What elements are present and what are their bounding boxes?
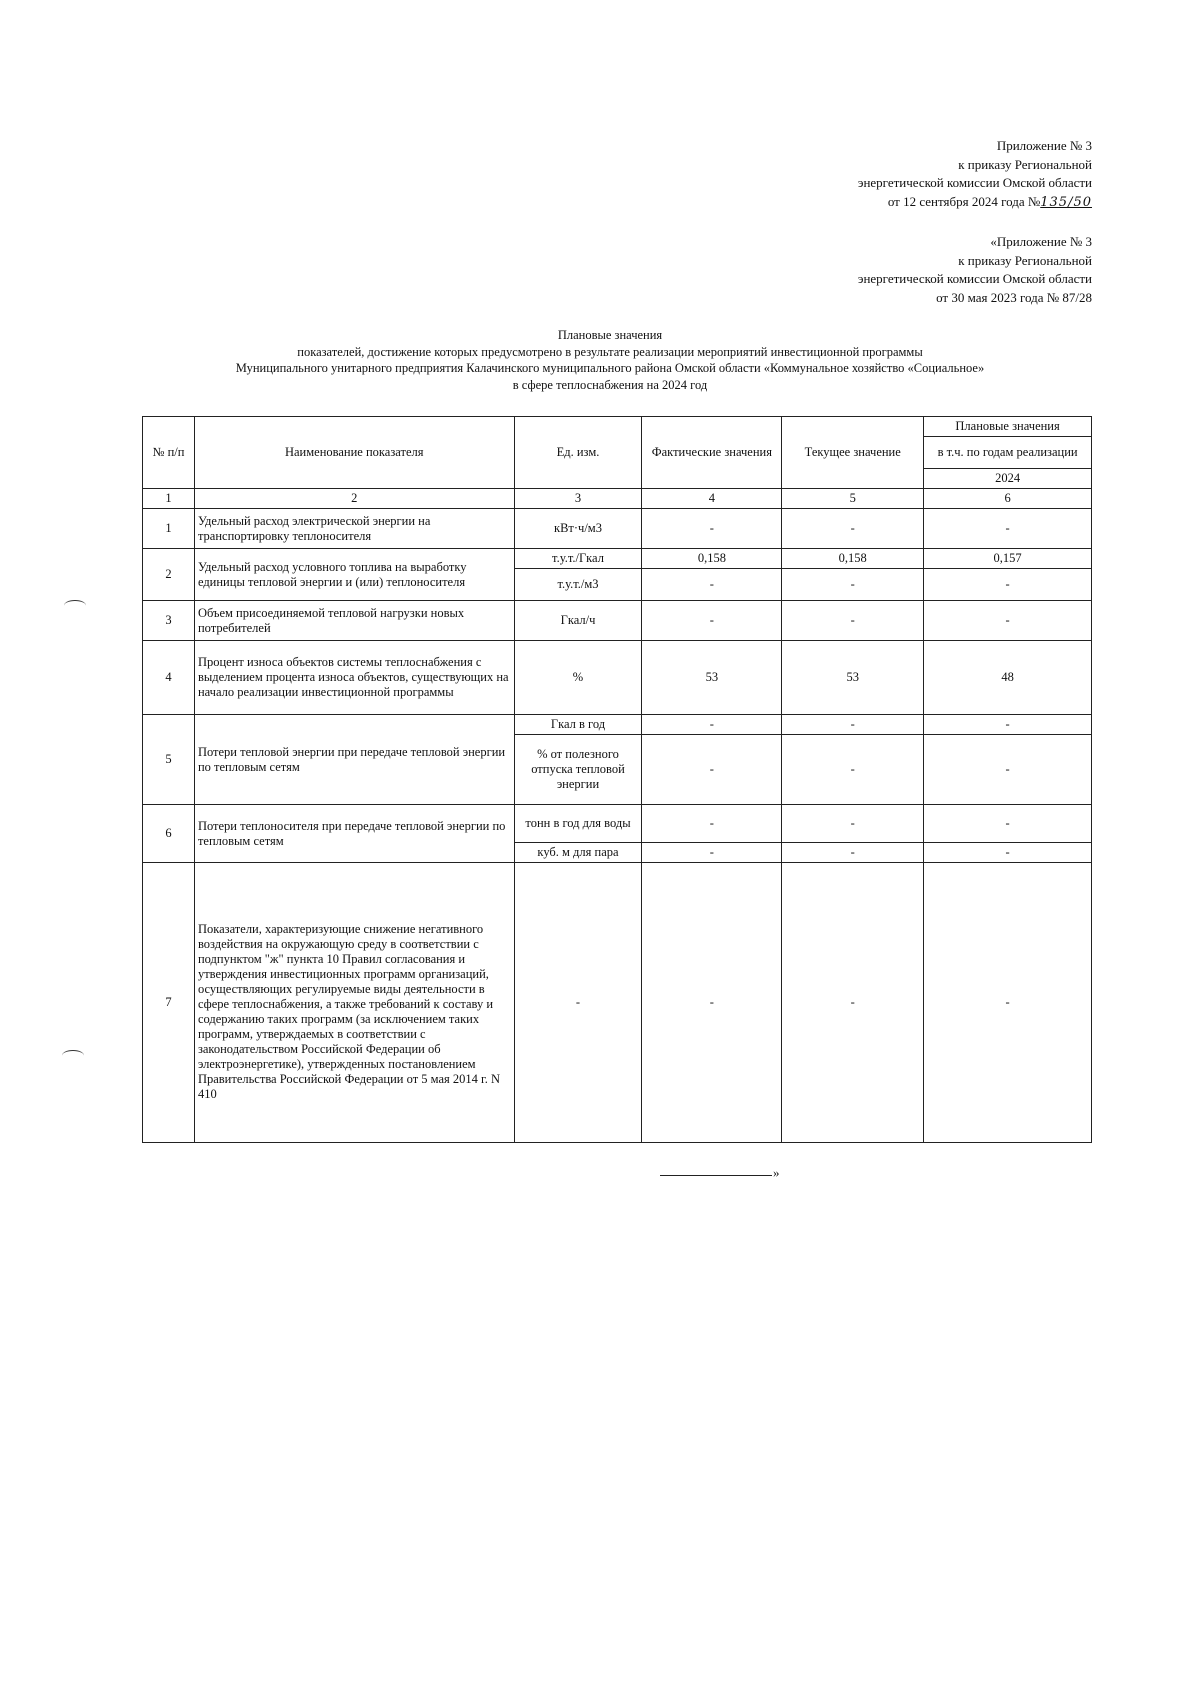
row-num: 1: [143, 509, 195, 549]
row-current: -: [782, 805, 924, 843]
closing-quote: »: [773, 1165, 780, 1180]
table-row: [143, 641, 1092, 715]
header-planned: Плановые значения: [924, 417, 1092, 437]
row-unit: Гкал/ч: [514, 601, 642, 641]
table-row: [143, 549, 1092, 569]
row-current: -: [782, 715, 924, 735]
indicators-table: [142, 416, 1092, 1143]
appendix-current-block: [858, 137, 1092, 212]
row-current: -: [782, 735, 924, 805]
row-plan: -: [924, 843, 1092, 863]
appendix-current-line2: к приказу Региональной: [958, 156, 1092, 172]
row-plan: -: [924, 569, 1092, 601]
header-year: 2024: [924, 469, 1092, 489]
row-unit: кВт·ч/м3: [514, 509, 642, 549]
row-unit: Гкал в год: [514, 715, 642, 735]
col-number: 6: [924, 489, 1092, 509]
row-current: -: [782, 843, 924, 863]
row-plan: -: [924, 863, 1092, 1143]
row-num: 5: [143, 715, 195, 805]
row-name: Потери теплоносителя при передаче тепловой энергии по тепловым сетям: [194, 805, 514, 863]
row-unit: % от полезного отпуска тепловой энергии: [514, 735, 642, 805]
row-current: -: [782, 509, 924, 549]
row-current: -: [782, 601, 924, 641]
row-actual: -: [642, 509, 782, 549]
appendix-previous-block: [858, 233, 1092, 307]
row-plan: -: [924, 601, 1092, 641]
table-row: [143, 715, 1092, 735]
row-plan: -: [924, 509, 1092, 549]
row-name: Объем присоединяемой тепловой нагрузки новых потребителей: [194, 601, 514, 641]
appendix-previous-line4: от 30 мая 2023 года № 87/28: [936, 289, 1092, 305]
punch-hole-mark: [62, 1050, 84, 1061]
row-name: Потери тепловой энергии при передаче тепловой энергии по тепловым сетям: [194, 715, 514, 805]
closing-line: [660, 1175, 772, 1176]
title-line4: в сфере теплоснабжения на 2024 год: [512, 377, 708, 392]
table-row: [143, 805, 1092, 843]
row-actual: -: [642, 863, 782, 1143]
title-line3: Муниципального унитарного предприятия Калачинского муниципального района Омской области «Коммунальное хозяйство «Социальное»: [235, 361, 985, 375]
header-num: № п/п: [143, 417, 195, 489]
appendix-current-line1: Приложение № 3: [996, 138, 1092, 153]
title-line1: Плановые значения: [557, 328, 663, 342]
appendix-current-date: от 12 сентября 2024 года №: [887, 193, 1041, 209]
appendix-current-line4: [858, 193, 1092, 213]
row-num: 7: [143, 863, 195, 1143]
row-current: -: [782, 569, 924, 601]
row-plan: -: [924, 735, 1092, 805]
row-actual: -: [642, 569, 782, 601]
row-unit: -: [514, 863, 642, 1143]
col-number: 1: [143, 489, 195, 509]
row-unit: т.у.т./Гкал: [514, 549, 642, 569]
row-name: Удельный расход электрической энергии на транспортировку теплоносителя: [194, 509, 514, 549]
row-unit: т.у.т./м3: [514, 569, 642, 601]
appendix-previous-line1: «Приложение № 3: [990, 234, 1092, 249]
appendix-previous-line2: к приказу Региональной: [958, 252, 1092, 268]
row-plan: 0,157: [924, 549, 1092, 569]
row-plan: -: [924, 715, 1092, 735]
row-name: Удельный расход условного топлива на выработку единицы тепловой энергии и (или) теплоносителя: [194, 549, 514, 601]
row-plan: 48: [924, 641, 1092, 715]
row-actual: -: [642, 843, 782, 863]
appendix-current-line3: энергетической комиссии Омской области: [857, 175, 1092, 190]
col-number: 3: [514, 489, 642, 509]
header-unit: Ед. изм.: [514, 417, 642, 489]
header-by-years: в т.ч. по годам реализации: [924, 437, 1092, 469]
table-row: [143, 601, 1092, 641]
row-actual: -: [642, 735, 782, 805]
row-unit: %: [514, 641, 642, 715]
row-current: 0,158: [782, 549, 924, 569]
row-name: Процент износа объектов системы теплоснабжения с выделением процента износа объектов, существующих на начало реализации инвестиционной программы: [194, 641, 514, 715]
row-actual: -: [642, 601, 782, 641]
col-number: 4: [642, 489, 782, 509]
header-name: Наименование показателя: [194, 417, 514, 489]
appendix-previous-line3: энергетической комиссии Омской области: [857, 271, 1092, 286]
row-num: 6: [143, 805, 195, 863]
table-row: [143, 863, 1092, 1143]
row-current: -: [782, 863, 924, 1143]
col-number: 2: [194, 489, 514, 509]
header-current: Текущее значение: [782, 417, 924, 489]
row-actual: -: [642, 805, 782, 843]
title-line2: показателей, достижение которых предусмотрено в результате реализации мероприятий инвестиционной программы: [297, 344, 923, 359]
row-actual: 53: [642, 641, 782, 715]
row-unit: куб. м для пара: [514, 843, 642, 863]
row-unit: тонн в год для воды: [514, 805, 642, 843]
handwritten-order-number: 135/50: [1040, 194, 1092, 210]
punch-hole-mark: [64, 600, 86, 611]
document-title: [140, 327, 1080, 393]
row-plan: -: [924, 805, 1092, 843]
col-number: 5: [782, 489, 924, 509]
row-num: 4: [143, 641, 195, 715]
row-actual: -: [642, 715, 782, 735]
row-name: Показатели, характеризующие снижение негативного воздействия на окружающую среду в соответствии с подпунктом "ж" пункта 10 Правил согласования и утверждения инвестиционных программ организаций, осуществляющих регулируемые виды деятельности в сфере теплоснабжения, а также требований к составу и содержанию таких программ (за исключением таких программ, утверждаемых в соответствии с законодательством Российской Федерации об электроэнергетике), утвержденных постановлением Правительства Российской Федерации от 5 мая 2014 г. N 410: [194, 863, 514, 1143]
row-current: 53: [782, 641, 924, 715]
row-num: 2: [143, 549, 195, 601]
row-num: 3: [143, 601, 195, 641]
table-row: [143, 509, 1092, 549]
row-actual: 0,158: [642, 549, 782, 569]
header-actual: Фактические значения: [642, 417, 782, 489]
